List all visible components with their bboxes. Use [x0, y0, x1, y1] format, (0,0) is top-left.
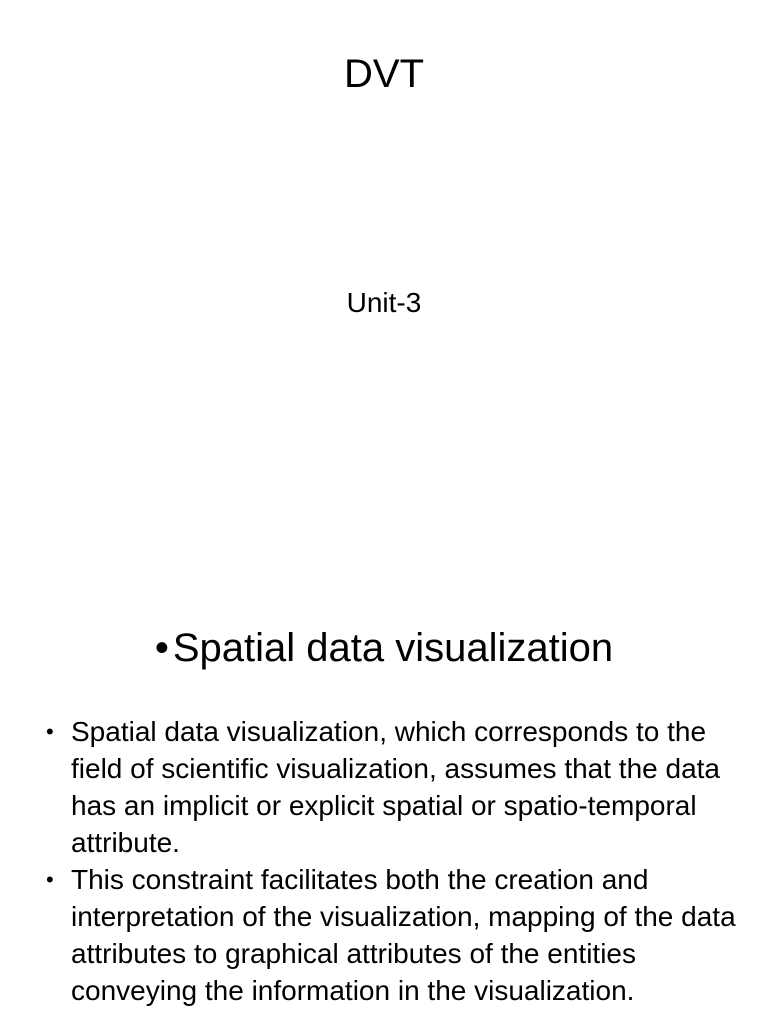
slide-heading — [0, 624, 768, 672]
slide-subtitle: Unit-3 — [346, 287, 422, 318]
heading-text: Spatial data visualization — [172, 626, 614, 670]
slide-title: DVT — [344, 52, 424, 96]
content-slide — [0, 576, 768, 1024]
list-item — [46, 713, 746, 861]
bullet-list — [46, 713, 746, 1009]
list-item — [46, 861, 746, 1009]
bullet-marker: • — [46, 867, 54, 892]
bullet-text: Spatial data visualization, which corresponds to the field of scientific visualization, assumes that the data has an implicit or explicit spatial or spatio-temporal attribute. — [71, 716, 721, 858]
heading-bullet: • — [154, 626, 169, 670]
bullet-marker: • — [46, 719, 54, 744]
bullet-text: This constraint facilitates both the creation and interpretation of the visualization, mapping of the data attributes to graphical attributes of the entities conveying the information in the visualization. — [71, 864, 736, 1006]
